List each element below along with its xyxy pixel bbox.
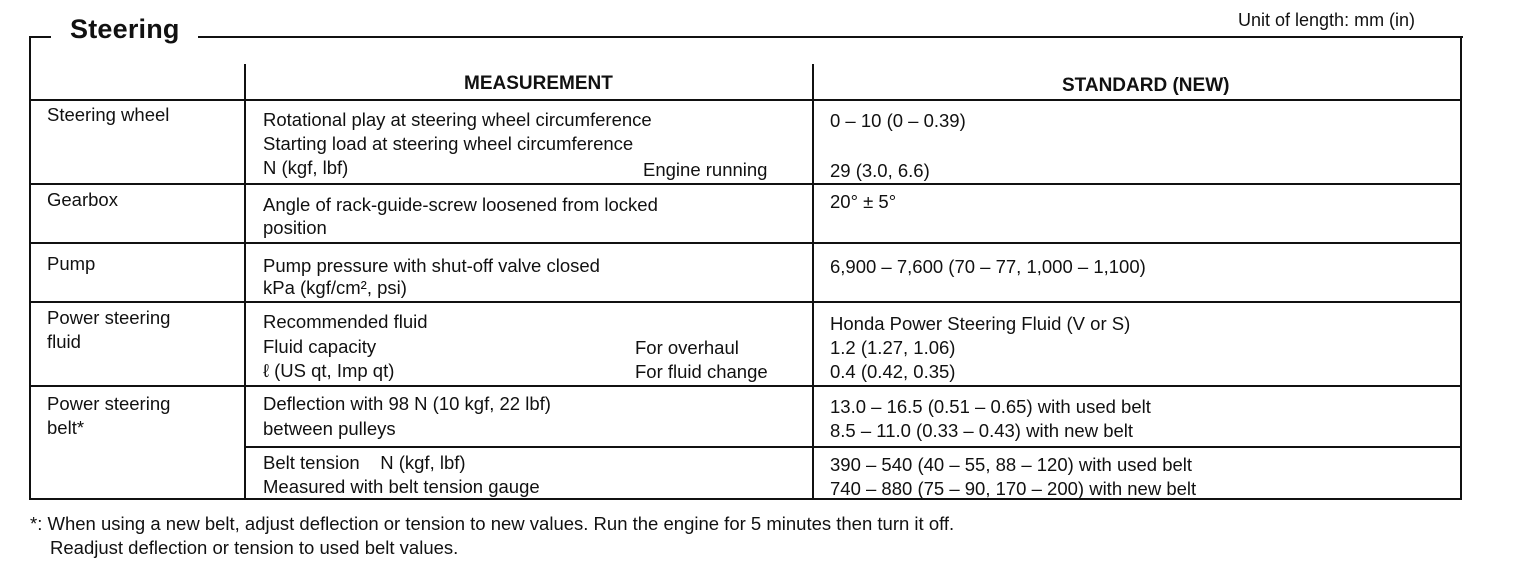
row-item-label: Gearbox [47, 189, 118, 210]
standard-value: 13.0 – 16.5 (0.51 – 0.65) with used belt [830, 396, 1151, 417]
row-item-label: Power steering [47, 393, 171, 414]
row-item-label: Pump [47, 253, 96, 274]
standard-value: 20° ± 5° [830, 191, 897, 212]
section-title: Steering [70, 14, 180, 44]
measurement-text: Fluid capacity [263, 336, 377, 357]
measurement-text: Measured with belt tension gauge [263, 476, 540, 497]
measurement-text: Rotational play at steering wheel circumference [263, 109, 652, 130]
row-divider [29, 242, 1462, 244]
sub-row-divider [244, 446, 1462, 448]
measurement-text: Starting load at steering wheel circumference [263, 133, 634, 154]
standard-value: Honda Power Steering Fluid (V or S) [830, 313, 1131, 334]
standard-value: 1.2 (1.27, 1.06) [830, 337, 956, 358]
measurement-text: position [263, 217, 327, 238]
standard-value: 740 – 880 (75 – 90, 170 – 200) with new belt [830, 478, 1197, 499]
row-divider [29, 385, 1462, 387]
row-item-label: Power steering [47, 307, 171, 328]
footnote [30, 512, 954, 560]
measurement-text: Angle of rack-guide-screw loosened from locked [263, 194, 658, 215]
measurement-text: Recommended fluid [263, 311, 428, 332]
measurement-text: Belt tension N (kgf, lbf) [263, 452, 466, 473]
row-divider [29, 301, 1462, 303]
measurement-text: Pump pressure with shut-off valve closed [263, 255, 600, 276]
row-divider [29, 183, 1462, 185]
footnote-line: Readjust deflection or tension to used belt values. [50, 537, 459, 558]
header-divider [29, 99, 1462, 101]
measurement-text: ℓ (US qt, Imp qt) [263, 360, 395, 381]
measurement-text: Deflection with 98 N (10 kgf, 22 lbf) [263, 393, 551, 414]
header-standard: STANDARD (NEW) [1062, 75, 1230, 96]
standard-value: 6,900 – 7,600 (70 – 77, 1,000 – 1,100) [830, 256, 1146, 277]
row-item-label: Steering wheel [47, 104, 170, 125]
measurement-condition: For overhaul [635, 337, 739, 358]
measurement-condition: For fluid change [635, 361, 768, 382]
standard-value: 0.4 (0.42, 0.35) [830, 361, 956, 382]
measurement-condition: Engine running [643, 159, 768, 180]
footnote-line: *: When using a new belt, adjust deflection or tension to new values. Run the engine for 5 minutes then turn it off. [30, 513, 955, 534]
unit-note: Unit of length: mm (in) [1238, 10, 1416, 30]
standard-value: 8.5 – 11.0 (0.33 – 0.43) with new belt [830, 420, 1134, 441]
standard-value: 29 (3.0, 6.6) [830, 160, 930, 181]
measurement-text: N (kgf, lbf) [263, 157, 349, 178]
column-divider-standard [812, 64, 814, 500]
row-item-label: belt* [47, 417, 85, 438]
column-divider-item [244, 64, 246, 500]
measurement-text: between pulleys [263, 418, 396, 439]
standard-value: 390 – 540 (40 – 55, 88 – 120) with used belt [830, 454, 1193, 475]
measurement-text: kPa (kgf/cm², psi) [263, 277, 407, 298]
row-item-label: fluid [47, 331, 81, 352]
standard-value: 0 – 10 (0 – 0.39) [830, 110, 966, 131]
header-measurement: MEASUREMENT [464, 73, 613, 94]
